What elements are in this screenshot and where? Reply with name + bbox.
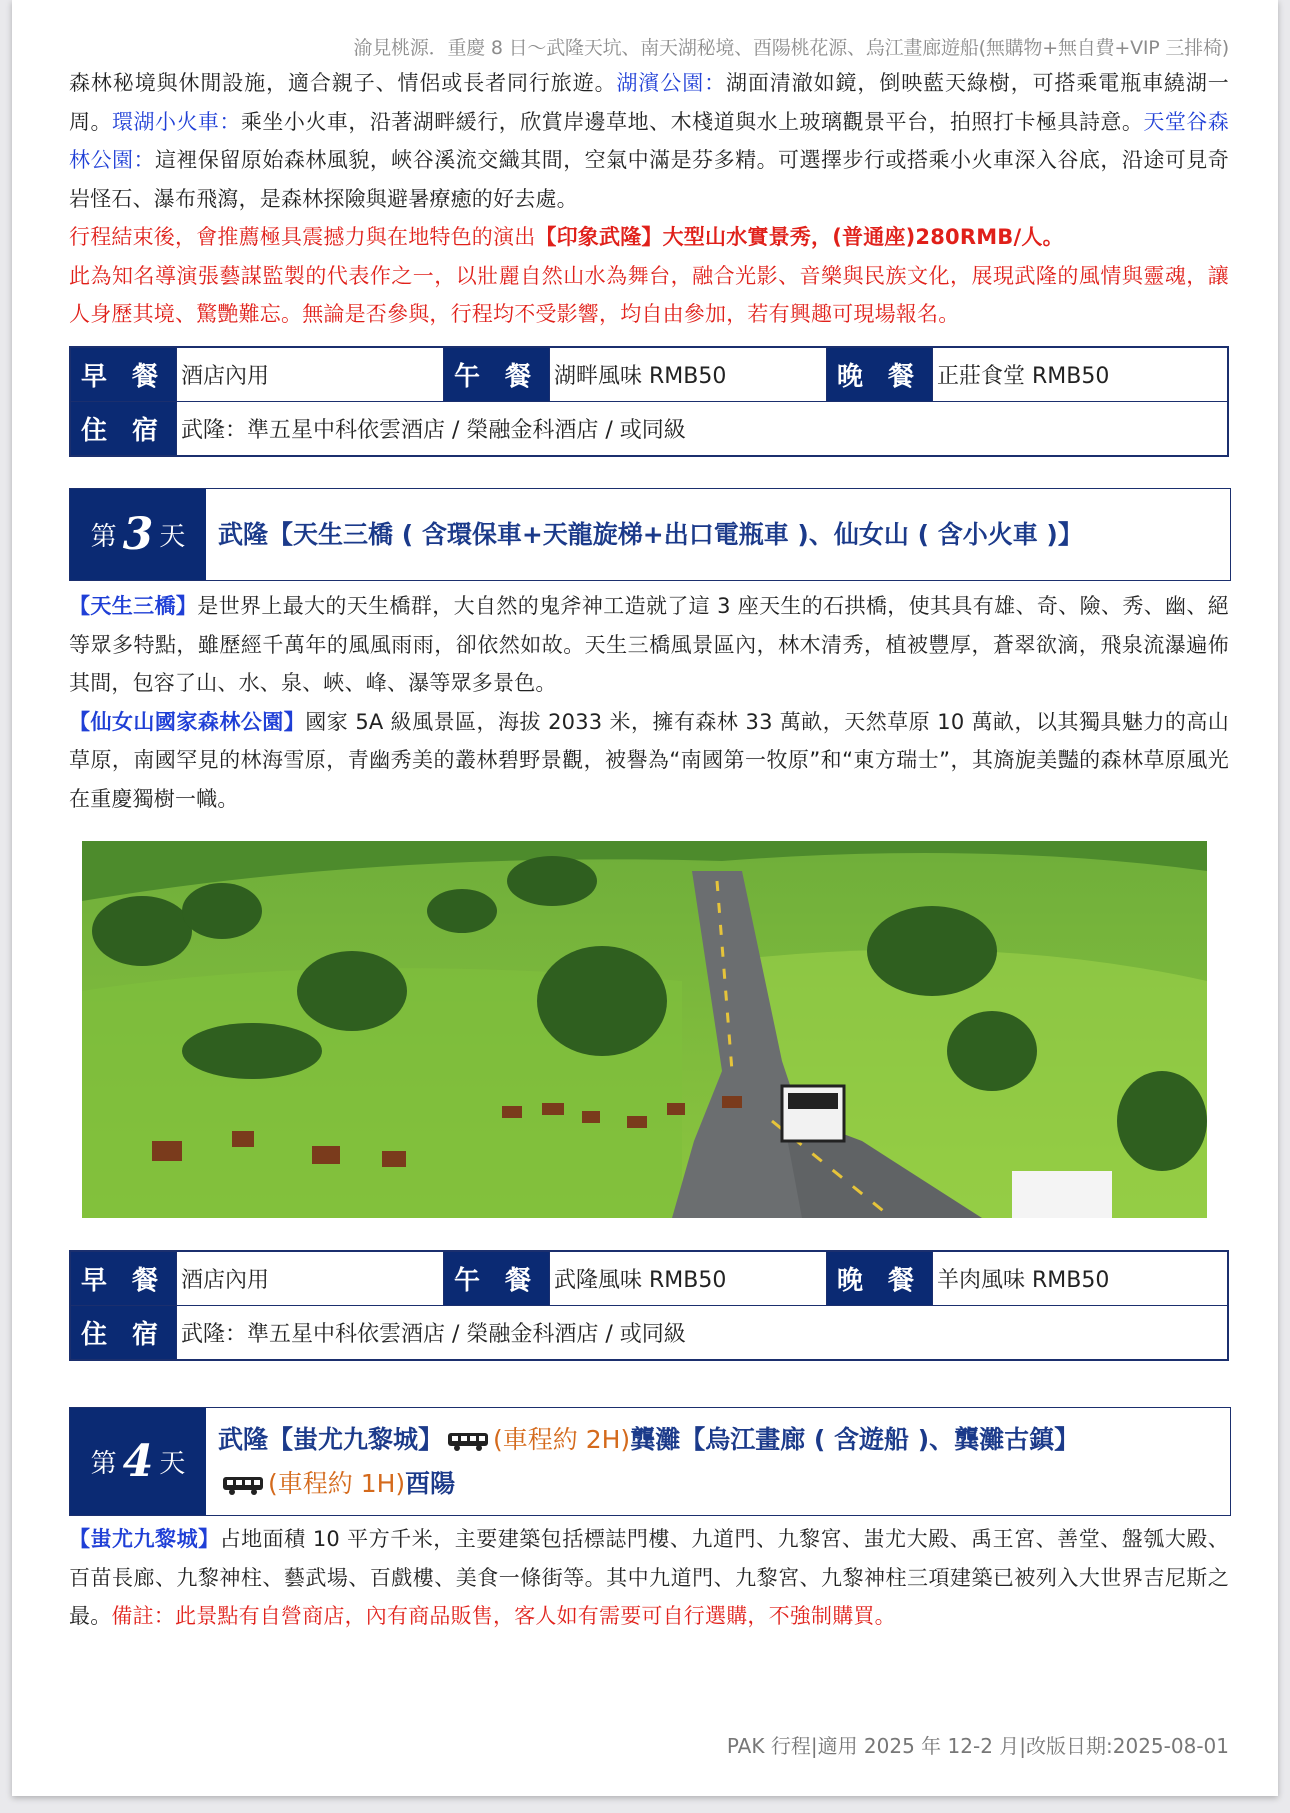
drive-time-1: (車程約 2H) [493,1424,631,1454]
intro-paragraph [69,64,1229,218]
day4-title-part1: 武隆【蚩尤九黎城】 [218,1424,444,1454]
show-intro: 行程結束後，會推薦極具震撼力與在地特色的演出 [69,225,536,249]
show-recommendation [69,218,1229,257]
day3-title [206,489,1083,580]
day-suffix: 天 [159,1449,186,1479]
day-prefix: 第 [90,1449,117,1479]
day4-title-part2: 龔灘【烏江畫廊 ( 含遊船 )、龔灘古鎮】 [630,1424,1080,1454]
hotel-value: 武隆：準五星中科依雲酒店 / 榮融金科酒店 / 或同級 [177,1306,1229,1361]
heaven-valley-label: 天堂谷森林公園： [69,109,1229,172]
breakfast-label: 早 餐 [70,1251,177,1306]
bus-icon [222,1475,264,1495]
shopping-note: 備註：此景點有自營商店，內有商品販售，客人如有需要可自行選購，不強制購買。 [111,1604,896,1628]
dinner-value: 正莊食堂 RMB50 [933,347,1229,402]
day3-heading [69,488,1231,581]
lake-train-label: 環湖小火車： [111,109,241,134]
day-number: 4 [122,1436,154,1487]
breakfast-value: 酒店內用 [177,347,444,402]
bus-icon [447,1431,489,1451]
lunch-label: 午 餐 [444,1251,550,1306]
intro-text: 森林秘境與休閒設施，適合親子、情侶或長者同行旅遊。 [69,71,617,95]
tiansheng-bridges-label: 【天生三橋】 [69,594,198,618]
drive-time-2: (車程約 1H) [268,1468,406,1498]
hotel-label: 住 宿 [70,402,177,457]
fairy-mountain-text: 國家 5A 級風景區，海拔 2033 米，擁有森林 33 萬畝，天然草原 10 萬畝，以其獨具魅力的高山草原，南國罕見的林海雪原，青幽秀美的叢林碧野景觀，被譽為“南國第一牧原”和“東方瑞士”，其旖旎美豔的森林草原風光在重慶獨樹一幟。 [69,709,1229,811]
lunch-value: 湖畔風味 RMB50 [550,347,827,402]
day3-body [69,587,1229,818]
jiuli-city-text: 占地面積 10 平方千米，主要建築包括標誌門樓、九道門、九黎宮、蚩尤大殿、禹王宮、善堂、盤瓠大殿、百苗長廊、九黎神柱、藝武場、百戲樓、美食一條街等。其中九道門、九黎宮、九黎神柱三項建築已被列入大世界吉尼斯之最。 [69,1527,1229,1628]
lunch-label: 午 餐 [444,347,550,402]
tiansheng-bridges-paragraph [69,587,1229,703]
hotel-value: 武隆：準五星中科依雲酒店 / 榮融金科酒店 / 或同級 [177,402,1229,457]
day3-meal-table [69,1250,1229,1361]
lunch-value: 武隆風味 RMB50 [550,1251,827,1306]
day3-number-box [70,489,206,580]
jiuli-city-paragraph [69,1520,1229,1636]
grassland-road-photo [82,841,1207,1218]
day-prefix: 第 [90,522,117,552]
tiansheng-bridges-text: 是世界上最大的天生橋群，大自然的鬼斧神工造就了這 3 座天生的石拱橋，使其具有雄、奇、險、秀、幽、絕等眾多特點，雖歷經千萬年的風風雨雨，卻依然如故。天生三橋風景區內，林木清秀，植被豐厚，蒼翠欲滴，飛泉流瀑遍佈其間，包容了山、水、泉、峽、峰、瀑等眾多景色。 [69,594,1229,695]
hotel-label: 住 宿 [70,1306,177,1361]
day-number: 3 [122,509,154,560]
jiuli-city-label: 【蚩尤九黎城】 [69,1527,220,1551]
day4-body [69,1520,1229,1636]
day2-continuation [69,64,1229,334]
lakeside-park-label: 湖濱公園： [616,71,726,95]
lake-train-text: 乘坐小火車，沿著湖畔緩行，欣賞岸邊草地、木棧道與水上玻璃觀景平台，拍照打卡極具詩意。 [240,109,1144,134]
day4-heading [69,1407,1231,1516]
lakeside-park-text: 湖面清澈如鏡，倒映藍天綠樹，可搭乘電瓶車繞湖一周。 [69,71,1229,134]
day3-title-text: 武隆【天生三橋 ( 含環保車+天龍旋梯+出口電瓶車 )、仙女山 ( 含小火車 )】 [218,519,1083,549]
day4-title-part3: 酉陽 [405,1468,456,1498]
page-header: 渝見桃源．重慶 8 日～武隆天坑、南天湖秘境、酉陽桃花源、烏江畫廊遊船(無購物+無自費+VIP 三排椅) [353,37,1229,59]
show-title-price: 【印象武隆】大型山水實景秀，(普通座)280RMB/人。 [535,225,1064,249]
breakfast-label: 早 餐 [70,347,177,402]
page-footer: PAK 行程|適用 2025 年 12-2 月|改版日期:2025-08-01 [726,1734,1229,1758]
dinner-label: 晚 餐 [827,347,933,402]
day2-meal-table [69,346,1229,457]
show-description: 此為知名導演張藝謀監製的代表作之一，以壯麗自然山水為舞台，融合光影、音樂與民族文化，展現武隆的風情與靈魂，讓人身歷其境、驚艷難忘。無論是否參與，行程均不受影響，均自由參加，若有興趣可現場報名。 [69,263,1229,326]
fairy-mountain-label: 【仙女山國家森林公園】 [69,709,306,734]
breakfast-value: 酒店內用 [177,1251,444,1306]
day4-number-box [70,1408,206,1515]
dinner-value: 羊肉風味 RMB50 [933,1251,1229,1306]
fairy-mountain-paragraph [69,703,1229,819]
day4-title [206,1408,1079,1515]
day-suffix: 天 [159,522,186,552]
document-page [12,0,1278,1796]
heaven-valley-text: 這裡保留原始森林風貌，峽谷溪流交織其間，空氣中滿是芬多精。可選擇步行或搭乘小火車深入谷底，沿途可見奇岩怪石、瀑布飛瀉，是森林探險與避暑療癒的好去處。 [69,148,1229,211]
dinner-label: 晚 餐 [827,1251,933,1306]
